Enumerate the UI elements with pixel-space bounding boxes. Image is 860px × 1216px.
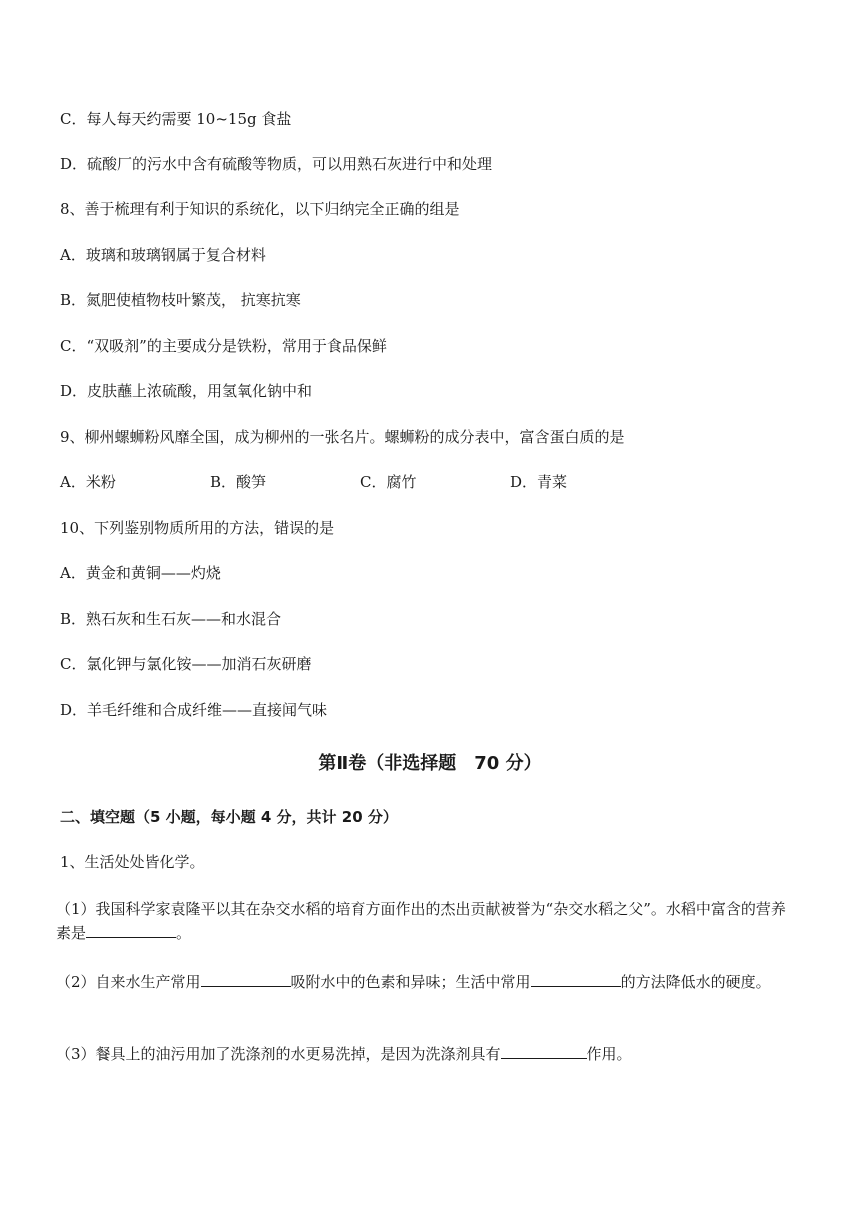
fill-q1-sub3-text-a: （3）餐具上的油污用加了洗涤剂的水更易洗掉，是因为洗涤剂具有 xyxy=(56,1045,501,1063)
fill-q1-sub2-text-a: （2）自来水生产常用 xyxy=(56,973,201,991)
fill-q1-sub2-text-b: 吸附水中的色素和异味；生活中常用 xyxy=(290,973,531,991)
section-heading: 二、填空题（5 小题，每小题 4 分，共计 20 分） xyxy=(60,808,398,826)
q9-option-c: C．腐竹 xyxy=(360,473,417,491)
fill-q1-sub2 xyxy=(56,970,798,994)
q7-option-c: C．每人每天约需要 10~15g 食盐 xyxy=(60,110,292,128)
q8-option-a: A．玻璃和玻璃钢属于复合材料 xyxy=(60,246,266,264)
q8-option-c: C．“双吸剂”的主要成分是铁粉，常用于食品保鲜 xyxy=(60,337,387,355)
q10-stem: 10、下列鉴别物质所用的方法，错误的是 xyxy=(60,519,335,537)
q10-option-b: B．熟石灰和生石灰——和水混合 xyxy=(60,610,282,628)
q8-option-d: D．皮肤蘸上浓硫酸，用氢氧化钠中和 xyxy=(60,382,313,400)
fill-q1-sub1 xyxy=(56,897,798,945)
q10-option-d: D．羊毛纤维和合成纤维——直接闻气味 xyxy=(60,701,328,719)
part-2-title: 第Ⅱ卷（非选择题 70 分） xyxy=(318,753,542,774)
q8-stem: 8、善于梳理有利于知识的系统化，以下归纳完全正确的组是 xyxy=(60,200,460,218)
fill-q1-sub1-end: 。 xyxy=(176,924,192,942)
q9-options xyxy=(60,471,798,493)
q9-option-b: B．酸笋 xyxy=(210,473,267,491)
answer-blank-2[interactable] xyxy=(201,971,291,987)
fill-q1-sub3 xyxy=(56,1043,798,1065)
q10-option-c: C．氯化钾与氯化铵——加消石灰研磨 xyxy=(60,655,312,673)
q9-option-d: D．青菜 xyxy=(510,473,568,491)
q9-option-a: A．米粉 xyxy=(60,473,116,491)
q8-option-b: B．氮肥使植物枝叶繁茂， 抗寒抗寒 xyxy=(60,291,301,309)
fill-q1-stem: 1、生活处处皆化学。 xyxy=(60,853,205,871)
fill-q1-sub1-text: （1）我国科学家袁隆平以其在杂交水稻的培育方面作出的杰出贡献被誉为“杂交水稻之父”。水稻中富含的营养素是 xyxy=(56,900,786,942)
answer-blank-3[interactable] xyxy=(531,971,621,987)
q9-stem: 9、柳州螺蛳粉风靡全国，成为柳州的一张名片。螺蛳粉的成分表中，富含蛋白质的是 xyxy=(60,428,625,446)
q7-option-d: D．硫酸厂的污水中含有硫酸等物质，可以用熟石灰进行中和处理 xyxy=(60,155,493,173)
answer-blank-1[interactable] xyxy=(86,922,176,938)
q10-option-a: A．黄金和黄铜——灼烧 xyxy=(60,564,221,582)
answer-blank-4[interactable] xyxy=(501,1043,587,1059)
fill-q1-sub3-text-b: 作用。 xyxy=(586,1045,632,1063)
fill-q1-sub2-text-c: 的方法降低水的硬度。 xyxy=(620,973,771,991)
